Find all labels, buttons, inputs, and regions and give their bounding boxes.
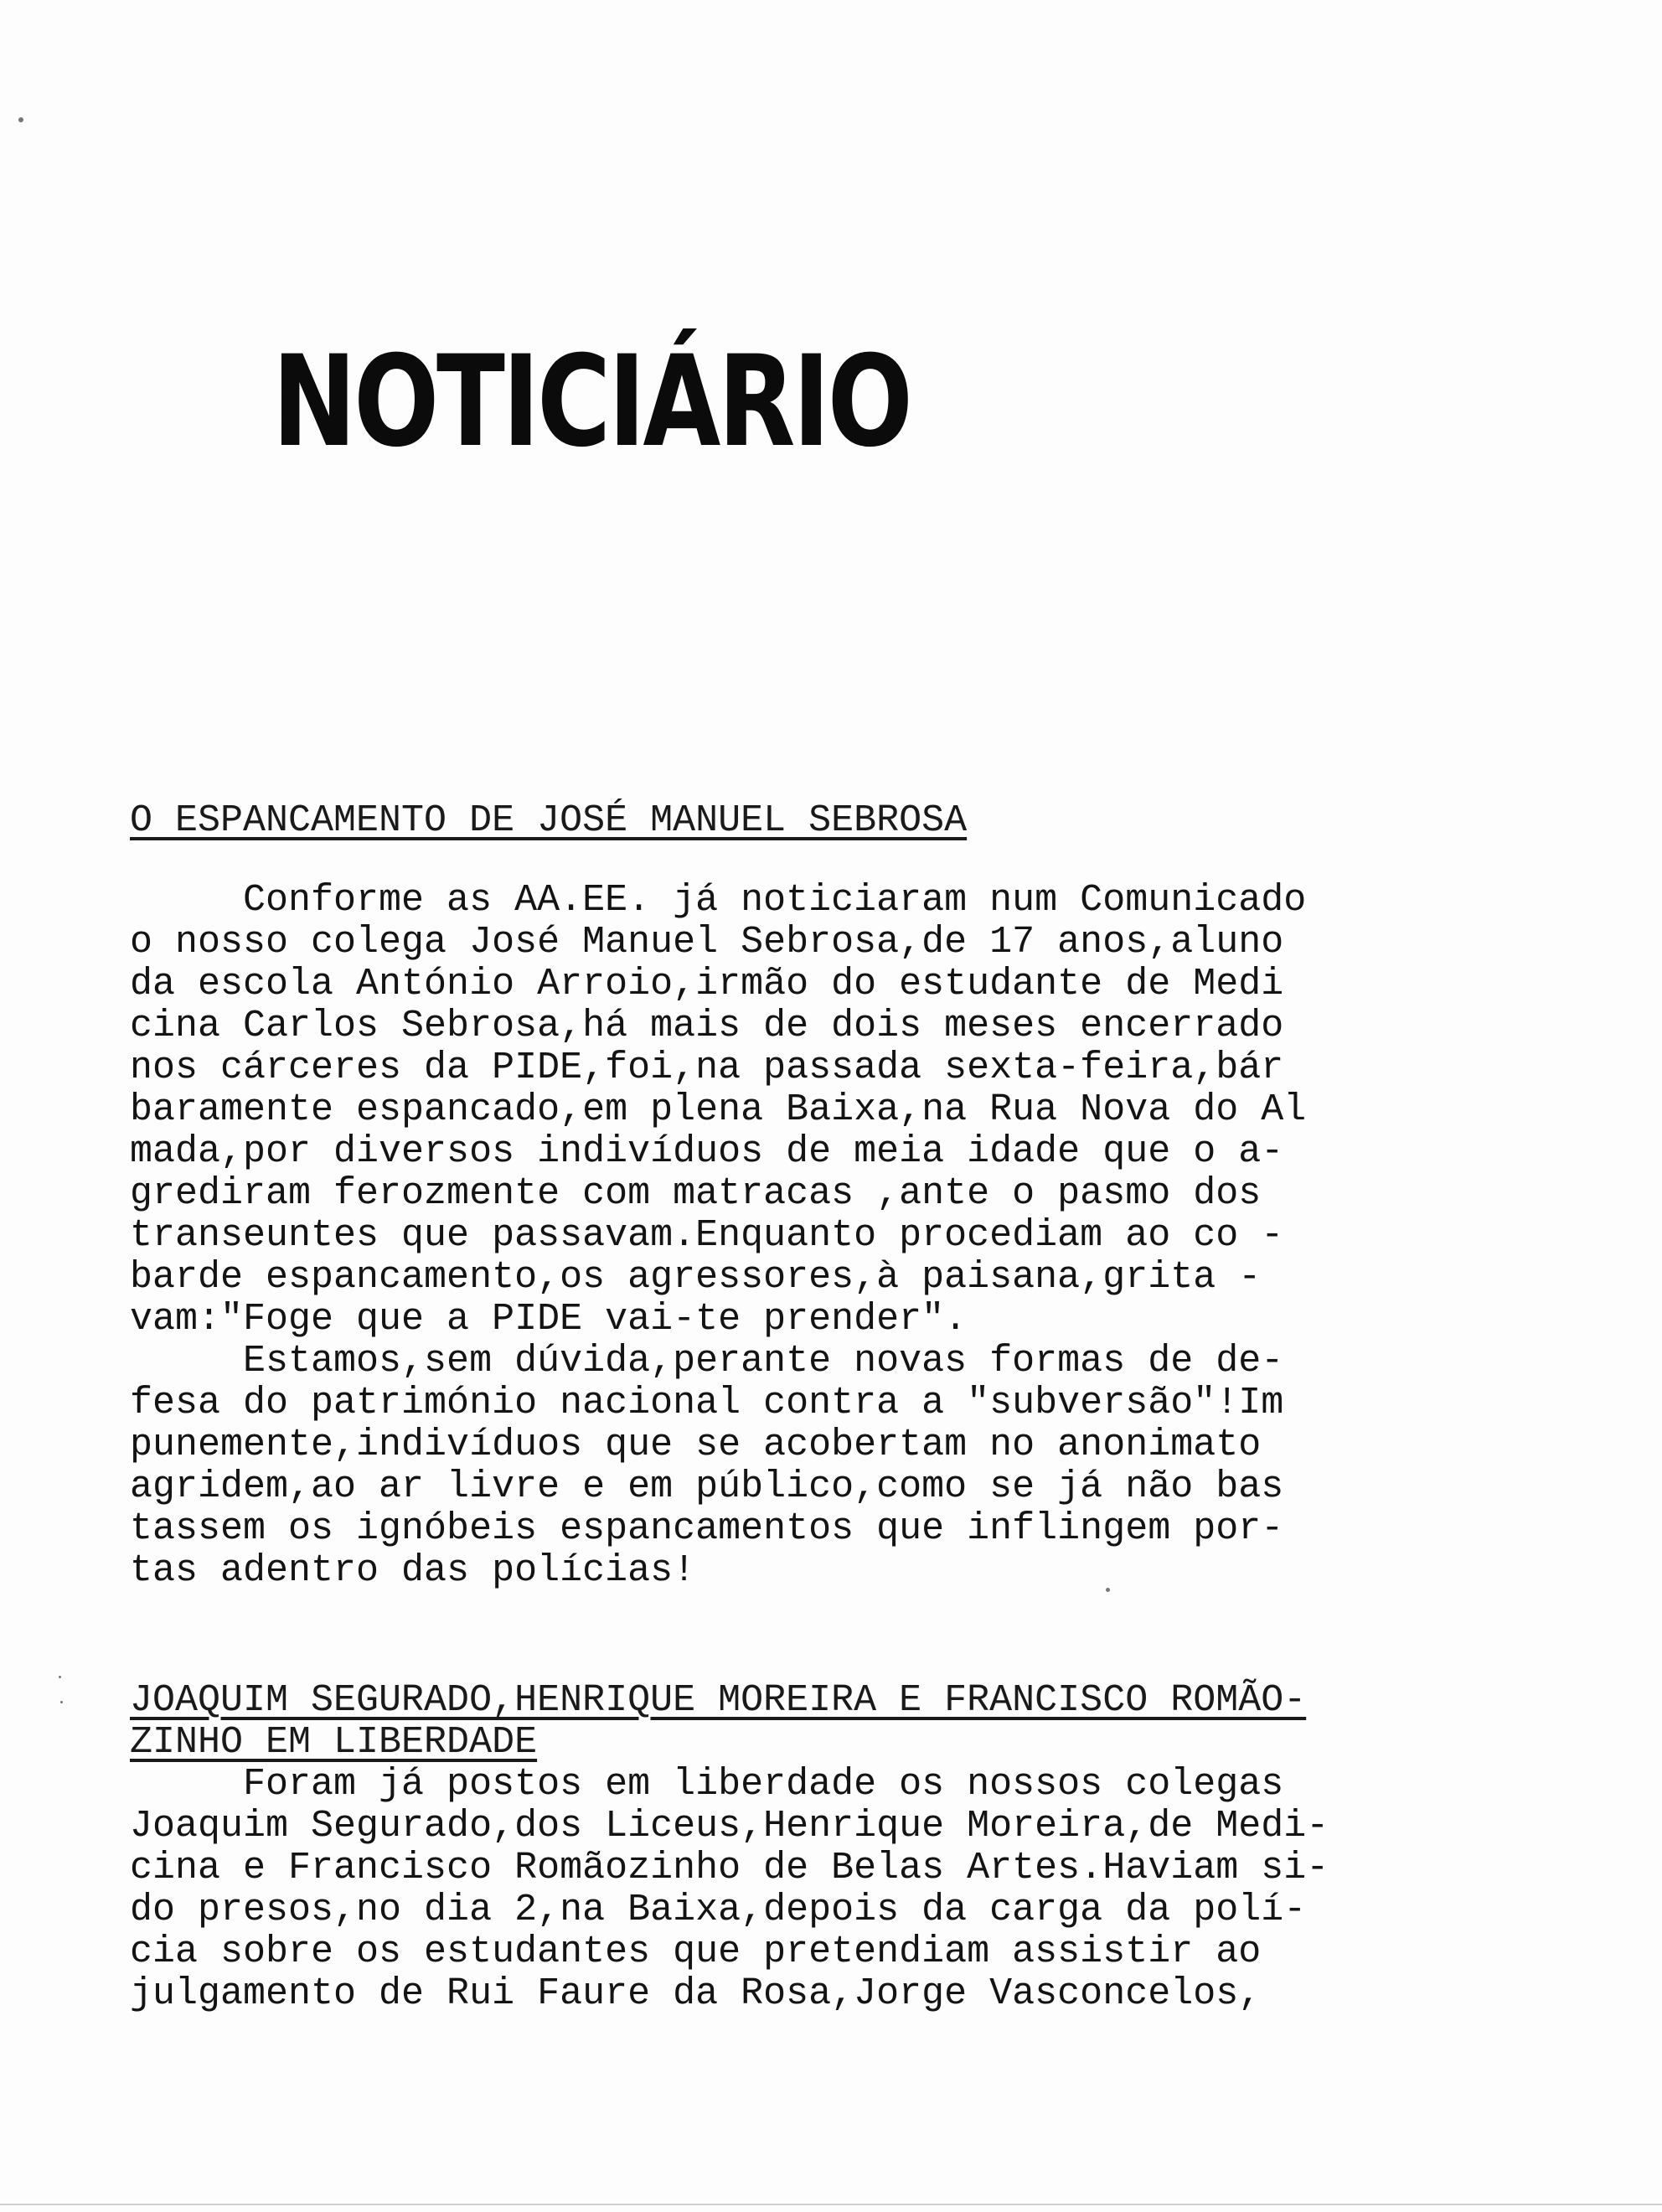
text-line: cina Carlos Sebrosa,há mais de dois meses encerrado <box>130 1005 1284 1047</box>
text-line: Joaquim Segurado,dos Liceus,Henrique Moreira,de Medi- <box>130 1805 1329 1848</box>
text-line: o nosso colega José Manuel Sebrosa,de 17 anos,aluno <box>130 921 1284 964</box>
scan-speck <box>1106 1588 1110 1592</box>
text-line: tas adentro das polícias! <box>130 1549 696 1592</box>
text-line: nos cárceres da PIDE,foi,na passada sexta-feira,bár <box>130 1047 1284 1089</box>
heading-line: ZINHO EM LIBERDADE <box>130 1721 538 1764</box>
heading-line: JOAQUIM SEGURADO,HENRIQUE MOREIRA E FRANCISCO ROMÃO- <box>130 1679 1307 1722</box>
text-line: punemente,indivíduos que se acobertam no anonimato <box>130 1424 1262 1466</box>
text-line: Estamos,sem dúvida,perante novas formas de de- <box>130 1340 1284 1382</box>
text-line: cina e Francisco Romãozinho de Belas Artes.Haviam si- <box>130 1847 1329 1889</box>
text-line: vam:"Foge que a PIDE vai-te prender". <box>130 1298 968 1341</box>
text-line: grediram ferozmente com matracas ,ante o pasmo dos <box>130 1172 1262 1215</box>
text-line: da escola António Arroio,irmão do estudante de Medi <box>130 963 1284 1005</box>
text-line: transeuntes que passavam.Enquanto procediam ao co - <box>130 1214 1284 1257</box>
text-line: mada,por diversos indivíduos de meia idade que o a- <box>130 1130 1284 1173</box>
masthead-title: NOTICIÁRIO <box>272 329 911 475</box>
text-line: do presos,no dia 2,na Baixa,depois da carga da polí- <box>130 1889 1307 1931</box>
text-line: tassem os ignóbeis espancamentos que inflingem por- <box>130 1507 1284 1550</box>
text-line: julgamento de Rui Faure da Rosa,Jorge Vasconcelos, <box>130 1972 1262 2015</box>
text-line: Conforme as AA.EE. já noticiaram num Comunicado <box>130 879 1307 922</box>
text-line: agridem,ao ar livre e em público,como se já não bas <box>130 1465 1284 1508</box>
article-heading: O ESPANCAMENTO DE JOSÉ MANUEL SEBROSA <box>130 799 968 842</box>
text-line: cia sobre os estudantes que pretendiam assistir ao <box>130 1930 1262 1973</box>
scan-edge <box>0 2204 1662 2205</box>
article-body <box>130 880 1306 1592</box>
scan-speck <box>18 117 23 122</box>
text-line: barde espancamento,os agressores,à paisana,grita - <box>130 1256 1262 1299</box>
text-line: Foram já postos em liberdade os nossos colegas <box>130 1763 1284 1806</box>
scan-speck <box>60 1701 63 1703</box>
text-line: baramente espancado,em plena Baixa,na Rua Nova do Al <box>130 1088 1307 1131</box>
article-body <box>130 1764 1329 2015</box>
text-line: fesa do património nacional contra a "subversão"!Im <box>130 1382 1284 1424</box>
scan-speck <box>59 1676 61 1678</box>
article-heading <box>130 1680 1306 1764</box>
